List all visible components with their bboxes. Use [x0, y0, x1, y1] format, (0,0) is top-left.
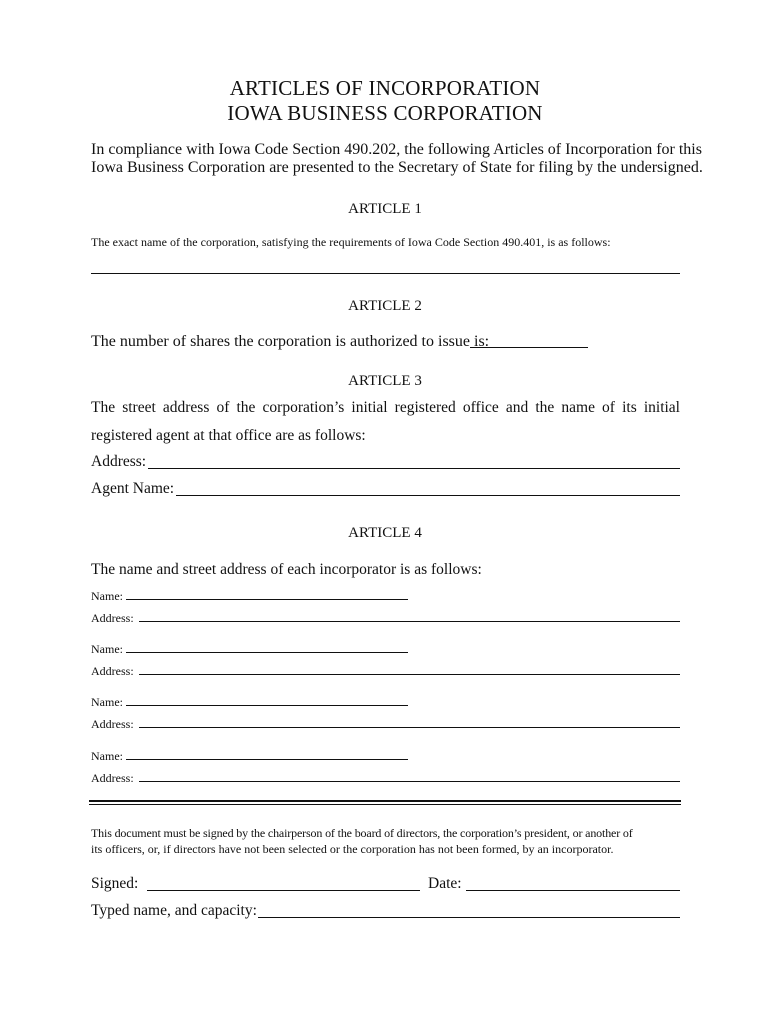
signed-line — [147, 890, 420, 891]
incorporator-3-address-line — [139, 727, 680, 728]
corporation-name-field[interactable] — [91, 256, 680, 272]
article-2-heading: ARTICLE 2 — [348, 298, 422, 314]
agent-name-line — [176, 495, 680, 496]
incorporator-3-name-line — [126, 705, 408, 706]
incorporator-4-address-field[interactable] — [139, 768, 680, 781]
date-field[interactable] — [466, 874, 680, 890]
date-label: Date: — [428, 875, 462, 892]
signature-notice-line-2: its officers, or, if directors have not been selected or the corporation has not been formed, by an incorporator. — [91, 842, 614, 856]
article-2-text: The number of shares the corporation is authorized to issue is: — [91, 333, 490, 350]
address-line — [148, 468, 680, 469]
incorporator-1-name-line — [126, 599, 408, 600]
shares-line — [470, 347, 588, 348]
typed-name-field[interactable] — [258, 901, 680, 917]
agent-name-label: Agent Name: — [91, 480, 175, 497]
incorporator-4-name-label: Name: — [91, 749, 123, 763]
incorporator-2-address-label: Address: — [91, 664, 134, 678]
article-3-text-line-1: The street address of the corporation’s initial registered office and the name of its initial — [91, 399, 680, 416]
incorporator-3-name-label: Name: — [91, 695, 123, 709]
incorporator-1-address-line — [139, 621, 680, 622]
incorporator-4-address-label: Address: — [91, 771, 134, 785]
title-line-2: IOWA BUSINESS CORPORATION — [227, 101, 543, 125]
title-line-1: ARTICLES OF INCORPORATION — [229, 76, 541, 100]
article-3-text-line-2: registered agent at that office are as follows: — [91, 427, 366, 444]
signed-field[interactable] — [147, 874, 420, 890]
incorporator-1-name-field[interactable] — [126, 586, 408, 599]
address-label: Address: — [91, 453, 147, 470]
signature-notice-line-1: This document must be signed by the chairperson of the board of directors, the corporation’s president, or another of — [91, 826, 633, 840]
shares-field[interactable] — [470, 331, 588, 347]
signed-label: Signed: — [91, 875, 139, 892]
incorporator-2-name-field[interactable] — [126, 639, 408, 652]
date-line — [466, 890, 680, 891]
typed-name-label: Typed name, and capacity: — [91, 902, 257, 919]
incorporator-2-name-label: Name: — [91, 642, 123, 656]
incorporator-2-name-line — [126, 652, 408, 653]
address-field[interactable] — [148, 452, 680, 468]
incorporator-3-name-field[interactable] — [126, 692, 408, 705]
incorporator-4-name-line — [126, 759, 408, 760]
agent-name-field[interactable] — [176, 479, 680, 495]
article-3-heading: ARTICLE 3 — [348, 373, 422, 389]
incorporator-1-address-field[interactable] — [139, 608, 680, 621]
incorporator-1-address-label: Address: — [91, 611, 134, 625]
intro-line-1: In compliance with Iowa Code Section 490.202, the following Articles of Incorporation for this — [91, 141, 702, 158]
incorporator-3-address-label: Address: — [91, 717, 134, 731]
incorporator-4-name-field[interactable] — [126, 746, 408, 759]
incorporator-4-address-line — [139, 781, 680, 782]
incorporator-1-name-label: Name: — [91, 589, 123, 603]
divider-rule-top — [89, 800, 681, 802]
article-1-heading: ARTICLE 1 — [348, 201, 422, 217]
intro-line-2: Iowa Business Corporation are presented to the Secretary of State for filing by the undersigned. — [91, 159, 703, 176]
incorporator-2-address-field[interactable] — [139, 661, 680, 674]
article-4-heading: ARTICLE 4 — [348, 525, 422, 541]
article-1-text: The exact name of the corporation, satisfying the requirements of Iowa Code Section 490.401, is as follows: — [91, 235, 611, 249]
divider-rule-bottom — [89, 804, 681, 805]
corporation-name-line — [91, 273, 680, 274]
typed-name-line — [258, 917, 680, 918]
incorporator-2-address-line — [139, 674, 680, 675]
incorporator-3-address-field[interactable] — [139, 714, 680, 727]
article-4-text: The name and street address of each incorporator is as follows: — [91, 561, 482, 578]
